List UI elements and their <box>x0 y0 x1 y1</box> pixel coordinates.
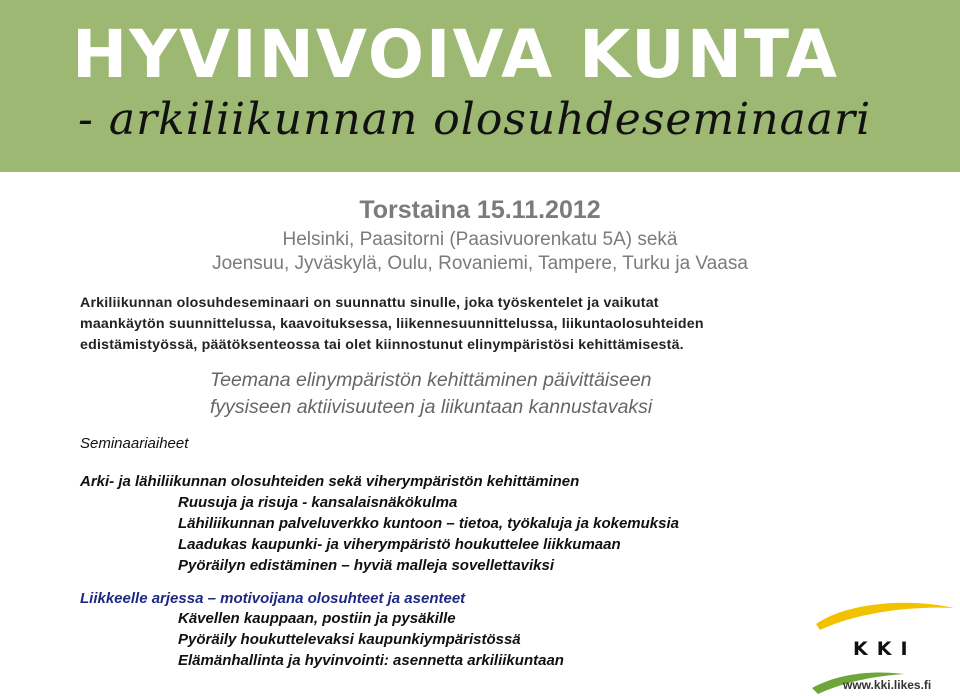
swoosh-yellow-icon <box>816 603 954 630</box>
event-location-line-2: Joensuu, Jyväskylä, Oulu, Rovaniemi, Tampere, Turku ja Vaasa <box>212 253 748 274</box>
intro-line: Arkiliikunnan olosuhdeseminaari on suunnattu sinulle, joka työskentelet ja vaikutat <box>80 295 659 311</box>
topic-item: Pyöräily houkuttelevaksi kaupunkiympäristössä <box>178 631 521 649</box>
theme-statement <box>210 367 830 421</box>
kki-logo-text: KKI <box>853 638 917 660</box>
event-location-line-1: Helsinki, Paasitorni (Paasivuorenkatu 5A) sekä <box>282 229 678 250</box>
topic-item: Lähiliikunnan palveluverkko kuntoon – tietoa, työkaluja ja kokemuksia <box>178 514 679 532</box>
intro-line: edistämistyössä, päätöksenteossa tai olet kiinnostunut elinympäristösi kehittämisestä. <box>80 337 684 353</box>
banner-title: HYVINVOIVA KUNTA <box>72 16 839 93</box>
kki-website-link[interactable]: www.kki.likes.fi <box>843 678 932 692</box>
theme-line: Teemana elinympäristön kehittäminen päivittäiseen <box>210 369 652 391</box>
topic-item: Ruusuja ja risuja - kansalaisnäkökulma <box>178 493 458 511</box>
header-banner <box>0 0 960 172</box>
topic-item: Laadukas kaupunki- ja viherympäristö houkuttelee liikkumaan <box>178 535 621 553</box>
theme-line: fyysiseen aktiivisuuteen ja liikuntaan kannustavaksi <box>210 396 653 418</box>
banner-subtitle: - arkiliikunnan olosuhdeseminaari <box>78 94 872 145</box>
topic-item: Elämänhallinta ja hyvinvointi: asennetta arkiliikuntaan <box>178 652 564 670</box>
topics-list <box>80 472 800 672</box>
intro-paragraph <box>80 293 900 356</box>
event-date: Torstaina 15.11.2012 <box>359 196 601 224</box>
topic-group-heading: Liikkeelle arjessa – motivoijana olosuhteet ja asenteet <box>80 589 466 607</box>
intro-line: maankäytön suunnittelussa, kaavoituksessa, liikennesuunnittelussa, liikuntaolosuhteiden <box>80 316 704 332</box>
topic-item: Pyöräilyn edistäminen – hyviä malleja sovellettaviksi <box>178 556 555 574</box>
topic-item: Kävellen kauppaan, postiin ja pysäkille <box>178 610 456 628</box>
topic-group-heading: Arki- ja lähiliikunnan olosuhteiden sekä viherympäristön kehittäminen <box>80 473 580 490</box>
topics-label: Seminaariaiheet <box>80 435 189 452</box>
